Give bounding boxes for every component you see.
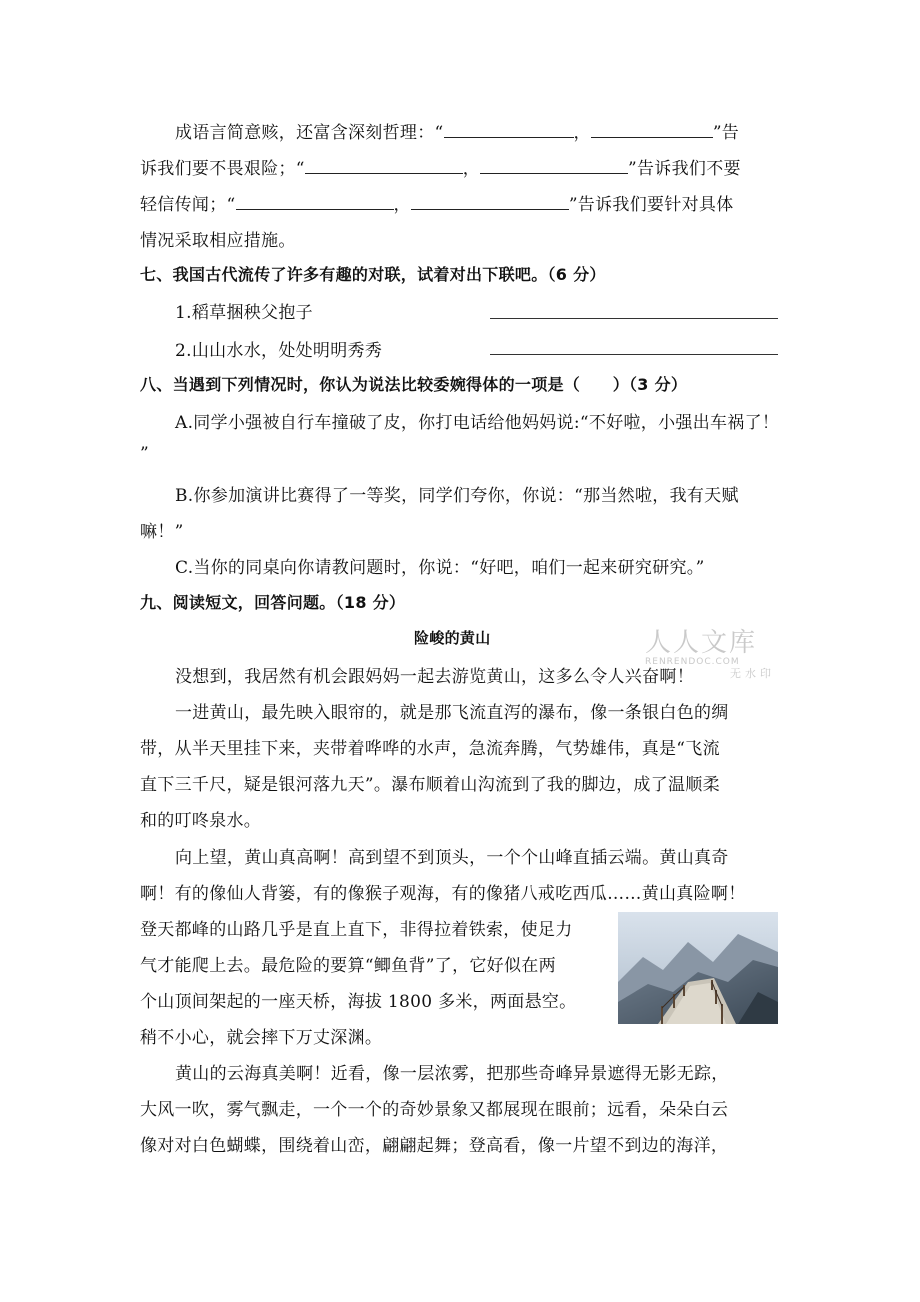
text-segment: ， [462,159,481,179]
fill-blank[interactable] [411,195,569,210]
option-c: C.当你的同桌向你请教问题时，你说：“好吧，咱们一起来研究研究。” [175,558,705,578]
passage-line: 像对对白色蝴蝶，围绕着山峦，翩翩起舞；登高看，像一片望不到边的海洋， [140,1136,729,1156]
option-b: B.你参加演讲比赛得了一等奖，同学们夸你，你说：“那当然啦，我有天赋 [175,486,739,506]
couplet-item-2: 2.山山水水，处处明明秀秀 [175,341,383,361]
mountain-photo [618,912,778,1024]
text-line [175,118,739,143]
passage-line: 个山顶间架起的一座天桥，海拔 1800 多米，两面悬空。 [140,992,577,1012]
watermark-tag: 无水印 [730,667,775,680]
passage-line: 大风一吹，雾气飘走，一个一个的奇妙景象又都展现在眼前；远看，朵朵白云 [140,1100,729,1120]
fill-blank[interactable] [480,159,628,174]
passage-line: 啊！有的像仙人背篓，有的像猴子观海，有的像猪八戒吃西瓜……黄山真险啊！ [140,884,746,904]
text-segment: ， [393,195,411,215]
text-segment: ”告 [712,123,740,143]
option-a: A.同学小强被自行车撞破了皮，你打电话给他妈妈说:“不好啦，小强出车祸了！ [175,413,780,433]
passage-line: 稍不小心，就会摔下万丈深渊。 [140,1028,383,1048]
couplet-item-1: 1.稻草捆秧父抱子 [175,303,313,323]
passage-line: 一进黄山，最先映入眼帘的，就是那飞流直泻的瀑布，像一条银白色的绸 [175,703,729,723]
text-segment: ”告诉我们不要 [628,159,741,179]
passage-line: 黄山的云海真美啊！近看，像一层浓雾，把那些奇峰异景遮得无影无踪， [175,1064,729,1084]
text-segment: ”告诉我们要针对具体 [568,195,734,215]
passage-line: 气才能爬上去。最危险的要算“鲫鱼背”了，它好似在两 [140,956,556,976]
text-line: 情况采取相应措施。 [140,231,296,251]
passage-line: 登天都峰的山路几乎是直上直下，非得拉着铁索，使足力 [140,920,573,940]
passage-line: 和的叮咚泉水。 [140,811,262,831]
passage-line: 直下三千尺，疑是银河落九天”。瀑布顺着山沟流到了我的脚边，成了温顺柔 [140,775,720,795]
passage-line: 向上望，黄山真高啊！高到望不到顶头，一个个山峰直插云端。黄山真奇 [175,848,729,868]
option-a-continued: ” [140,444,149,464]
mountain-bridge-image [618,912,778,1024]
text-line [140,154,741,179]
passage-line: 没想到，我居然有机会跟妈妈一起去游览黄山，这多么令人兴奋啊！ [175,667,694,687]
text-line [140,190,734,215]
fill-blank[interactable] [444,123,574,138]
text-segment: 成语言简意赅，还富含深刻哲理：“ [175,123,444,143]
fill-blank[interactable] [591,123,713,138]
question-8-heading: 八、当遇到下列情况时，你认为说法比较委婉得体的一项是（ ）（3 分） [140,375,688,394]
question-9-heading: 九、阅读短文，回答问题。（18 分） [140,593,406,612]
answer-line-2[interactable] [490,354,778,355]
passage-line: 带，从半天里挂下来，夹带着哗哗的水声，急流奔腾，气势雄伟，真是“飞流 [140,739,720,759]
watermark-domain: RENRENDOC.COM [645,657,740,667]
fill-blank[interactable] [236,195,394,210]
text-segment: 诉我们要不畏艰险；“ [140,159,305,179]
answer-line-1[interactable] [490,318,778,319]
text-segment: ， [573,123,591,143]
fill-blank[interactable] [305,159,463,174]
option-b-continued: 嘛！” [140,522,184,542]
passage-title: 险峻的黄山 [414,629,491,647]
watermark-logo-text: 人人文库 [645,628,758,658]
question-7-heading: 七、我国古代流传了许多有趣的对联，试着对出下联吧。（6 分） [140,265,606,284]
text-segment: 轻信传闻；“ [140,195,236,215]
